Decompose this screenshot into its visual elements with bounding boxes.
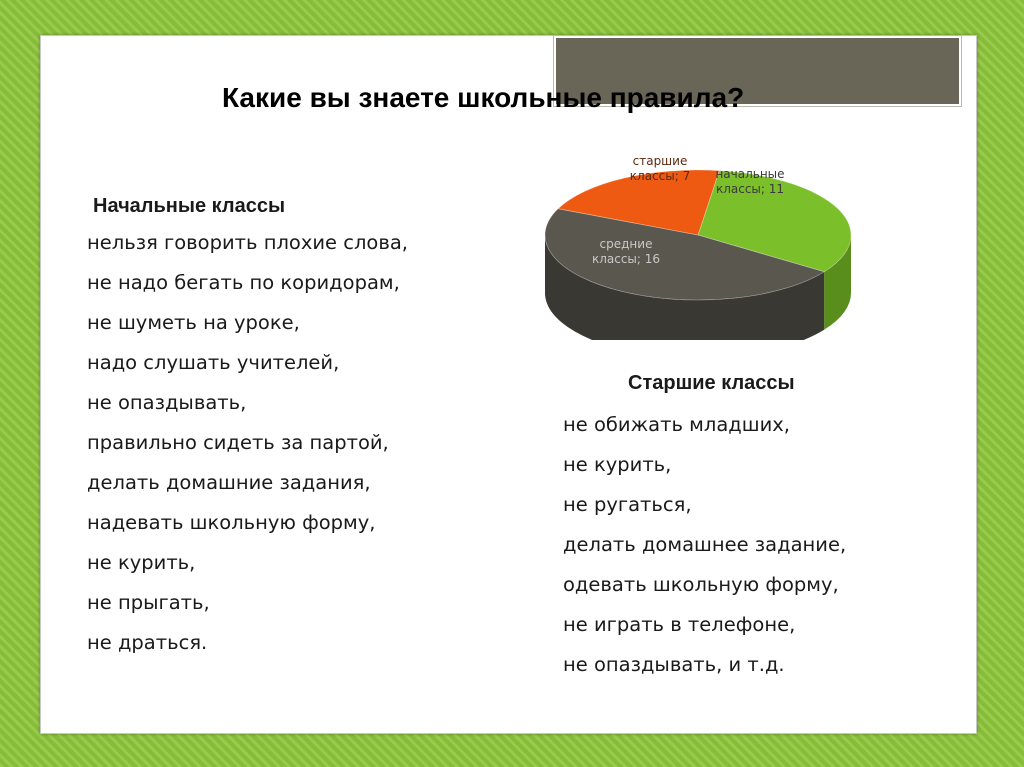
rule-item: не курить, xyxy=(87,551,196,574)
primary-rules-list xyxy=(87,223,408,663)
pie-label-line: средние xyxy=(599,237,653,251)
rule-item: правильно сидеть за партой, xyxy=(87,431,389,454)
rule-item: надевать школьную форму, xyxy=(87,511,376,534)
rule-item: не ругаться, xyxy=(563,493,692,516)
rule-item: не обижать младших, xyxy=(563,413,791,436)
rule-item: надо слушать учителей, xyxy=(87,351,340,374)
pie-label-line: начальные xyxy=(715,167,785,181)
pie-label-line: старшие xyxy=(632,154,688,168)
pie-slice-label xyxy=(715,167,784,196)
rule-item: не курить, xyxy=(563,453,672,476)
pie-slice-label xyxy=(630,154,690,183)
pie-chart xyxy=(538,140,858,340)
rule-item: не играть в телефоне, xyxy=(563,613,796,636)
slide-title: Какие вы знаете школьные правила? xyxy=(222,82,745,113)
senior-rules-list xyxy=(563,405,846,685)
rule-item: не драться. xyxy=(87,631,208,654)
rule-item: не шуметь на уроке, xyxy=(87,311,300,334)
rule-item: не опаздывать, и т.д. xyxy=(563,653,785,676)
pie-label-line: классы; 11 xyxy=(715,182,785,196)
pie-slice-label xyxy=(592,237,660,266)
senior-classes-heading: Старшие классы xyxy=(628,372,795,394)
rule-item: не опаздывать, xyxy=(87,391,247,414)
rule-item: одевать школьную форму, xyxy=(563,573,839,596)
pie-label-line: классы; 7 xyxy=(629,169,691,183)
rule-item: делать домашнее задание, xyxy=(563,533,847,556)
rule-item: не прыгать, xyxy=(87,591,210,614)
rule-item: делать домашние задания, xyxy=(87,471,371,494)
rule-item: нельзя говорить плохие слова, xyxy=(87,231,409,254)
primary-classes-heading: Начальные классы xyxy=(93,195,286,217)
rule-item: не надо бегать по коридорам, xyxy=(87,271,400,294)
pie-label-line: классы; 16 xyxy=(591,252,661,266)
